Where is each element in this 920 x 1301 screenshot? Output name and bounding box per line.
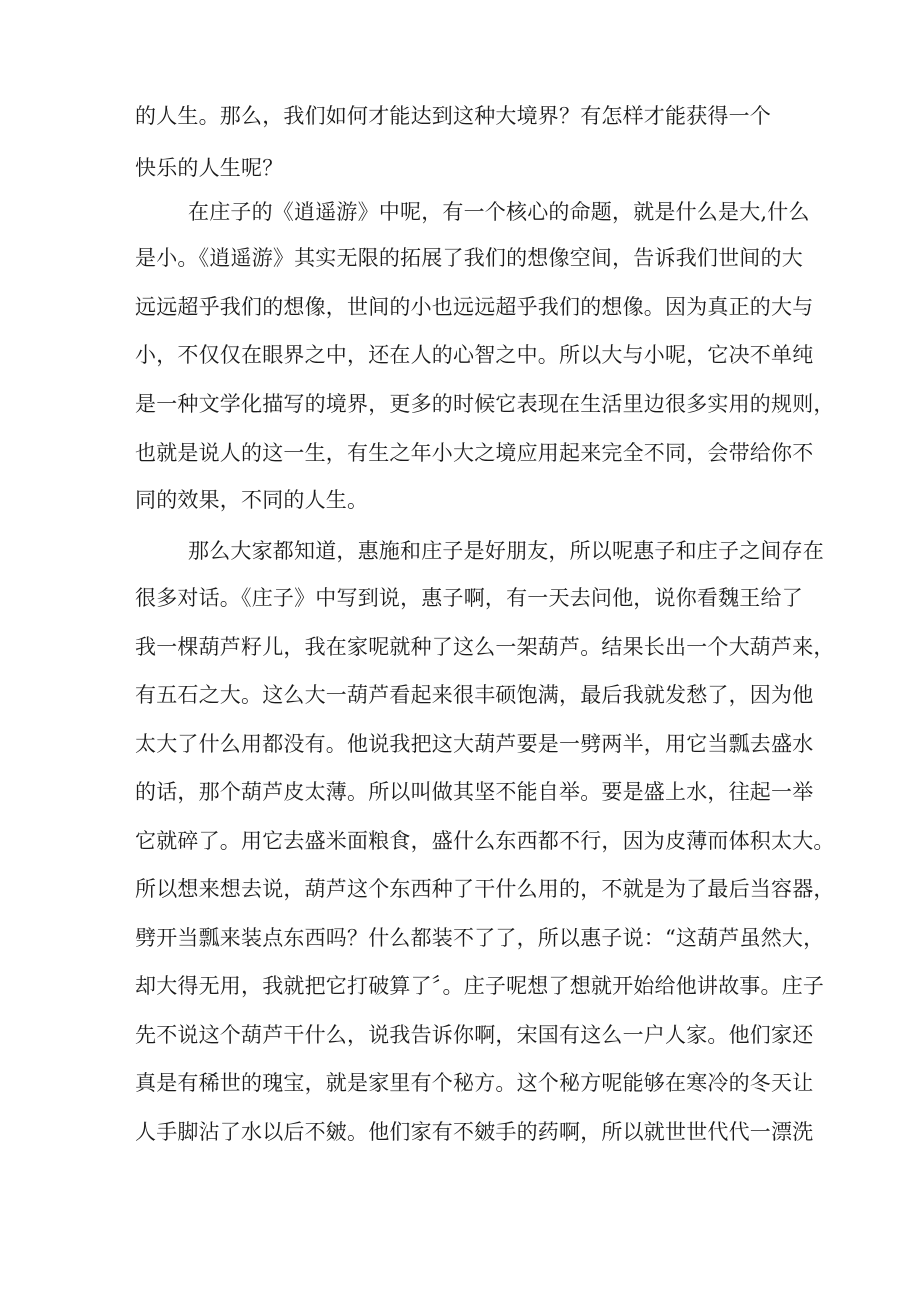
text-line: 快乐的人生呢？ (135, 156, 284, 180)
text-line: 很多对话。《庄子》中写到说，惠子啊，有一天去问他，说你看魏王给了 (135, 586, 803, 610)
text-line: 远远超乎我们的想像，世间的小也远远超乎我们的想像。因为真正的大与 (135, 295, 814, 319)
text-line: 的人生。那么，我们如何才能达到这种大境界？有怎样才能获得一个 (135, 104, 771, 128)
text-line: 它就碎了。用它去盛米面粮食，盛什么东西都不行，因为皮薄而体积太大。 (135, 829, 835, 853)
text-line: 太大了什么用都没有。他说我把这大葫芦要是一劈两半，用它当瓢去盛水 (135, 732, 814, 756)
text-line: 小，不仅仅在眼界之中，还在人的心智之中。所以大与小呢，它决不单纯 (135, 343, 814, 367)
text-line: 所以想来想去说，葫芦这个东西种了干什么用的，不就是为了最后当容器， (135, 877, 835, 901)
text-line: 是小。《逍遥游》其实无限的拓展了我们的想像空间，告诉我们世间的大 (135, 246, 803, 270)
text-line: 劈开当瓢来装点东西吗？什么都装不了了，所以惠子说：“这葫芦虽然大， (135, 926, 825, 950)
text-line: 却大得无用，我就把它打破算了〞。庄子呢想了想就开始给他讲故事。庄子 (135, 974, 825, 998)
text-line: 先不说这个葫芦干什么，说我告诉你啊，宋国有这么一户人家。他们家还 (135, 1023, 814, 1047)
text-line: 人手脚沾了水以后不皴。他们家有不皴手的药啊，所以就世世代代一漂洗 (135, 1120, 814, 1144)
text-line: 我一棵葫芦籽儿，我在家呢就种了这么一架葫芦。结果长出一个大葫芦来， (135, 635, 835, 659)
paragraph-first-line: 那么大家都知道，惠施和庄子是好朋友，所以呢惠子和庄子之间存在 (188, 539, 824, 563)
text-line: 是一种文学化描写的境界，更多的时候它表现在生活里边很多实用的规则， (135, 392, 835, 416)
text-line: 真是有稀世的瑰宝，就是家里有个秘方。这个秘方呢能够在寒冷的冬天让 (135, 1071, 814, 1095)
paragraph-first-line: 在庄子的《逍遥游》中呢，有一个核心的命题，就是什么是大,什么 (188, 200, 810, 224)
text-line: 有五石之大。这么大一葫芦看起来很丰硕饱满，最后我就发愁了，因为他 (135, 683, 814, 707)
text-line: 同的效果，不同的人生。 (135, 488, 369, 512)
text-line: 也就是说人的这一生，有生之年小大之境应用起来完全不同，会带给你不 (135, 441, 814, 465)
text-line: 的话，那个葫芦皮太薄。所以叫做其坚不能自举。要是盛上水，往起一举 (135, 780, 814, 804)
